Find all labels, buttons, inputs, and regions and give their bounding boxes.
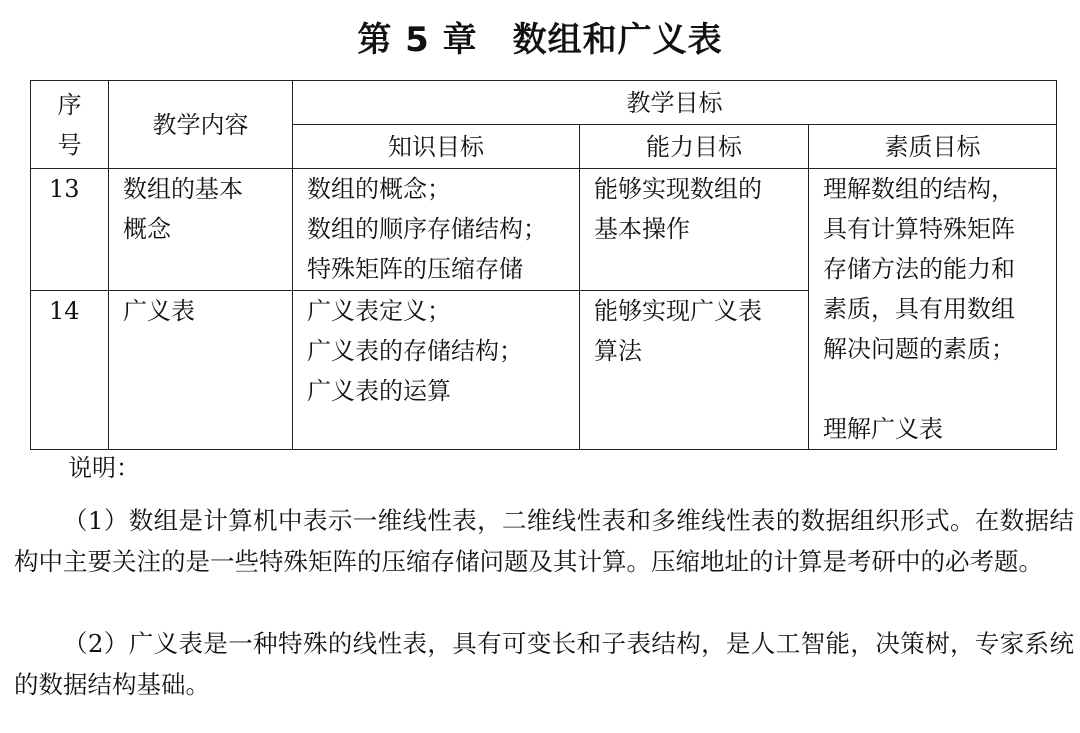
quality-line-blank	[823, 369, 1056, 409]
quality-line: 理解广义表	[823, 415, 943, 443]
row-ability	[580, 291, 809, 450]
quality-merged-cell	[809, 169, 1057, 450]
teaching-goals-table	[30, 80, 1057, 450]
header-row-1	[31, 81, 1057, 125]
content-line: 数组的基本	[123, 175, 243, 203]
knowledge-line: 数组的顺序存储结构；	[307, 215, 547, 243]
header-content: 教学内容	[109, 81, 293, 169]
row-content	[109, 169, 293, 291]
chapter-title: 第 5 章 数组和广义表	[357, 20, 723, 60]
knowledge-line: 广义表的运算	[307, 377, 451, 405]
content-line: 概念	[123, 215, 171, 243]
quality-line: 理解数组的结构，	[823, 175, 1015, 203]
row-knowledge	[293, 169, 580, 291]
row-number: 13	[31, 169, 109, 291]
header-seq-line-1: 序	[57, 90, 82, 119]
notes-label: 说明：	[68, 454, 140, 482]
knowledge-line: 数组的概念；	[307, 175, 451, 203]
ability-line: 算法	[594, 337, 642, 365]
content-line: 广义表	[123, 297, 195, 325]
row-number: 14	[31, 291, 109, 450]
table-row	[31, 169, 1057, 291]
knowledge-line: 广义表的存储结构；	[307, 337, 523, 365]
row-content	[109, 291, 293, 450]
note-paragraph: （1）数组是计算机中表示一维线性表，二维线性表和多维线性表的数据组织形式。在数据结构中主要关注的是一些特殊矩阵的压缩存储问题及其计算。压缩地址的计算是考研中的必考题。	[14, 506, 1074, 576]
quality-line: 素质，具有用数组	[823, 295, 1015, 323]
quality-line: 解决问题的素质；	[823, 335, 1015, 363]
ability-line: 能够实现广义表	[594, 297, 762, 325]
knowledge-line: 特殊矩阵的压缩存储	[307, 255, 523, 283]
header-quality: 素质目标	[809, 125, 1057, 169]
row-ability	[580, 169, 809, 291]
header-ability: 能力目标	[580, 125, 809, 169]
quality-line: 具有计算特殊矩阵	[823, 215, 1015, 243]
row-knowledge	[293, 291, 580, 450]
ability-line: 基本操作	[594, 215, 690, 243]
note-paragraph: （2）广义表是一种特殊的线性表，具有可变长和子表结构，是人工智能，决策树，专家系统的数据结构基础。	[14, 629, 1074, 699]
header-knowledge: 知识目标	[293, 125, 580, 169]
header-seq	[31, 81, 109, 169]
header-goals: 教学目标	[293, 81, 1057, 125]
knowledge-line: 广义表定义；	[307, 297, 451, 325]
quality-line: 存储方法的能力和	[823, 255, 1015, 283]
header-seq-line-2: 号	[57, 130, 82, 159]
ability-line: 能够实现数组的	[594, 175, 762, 203]
